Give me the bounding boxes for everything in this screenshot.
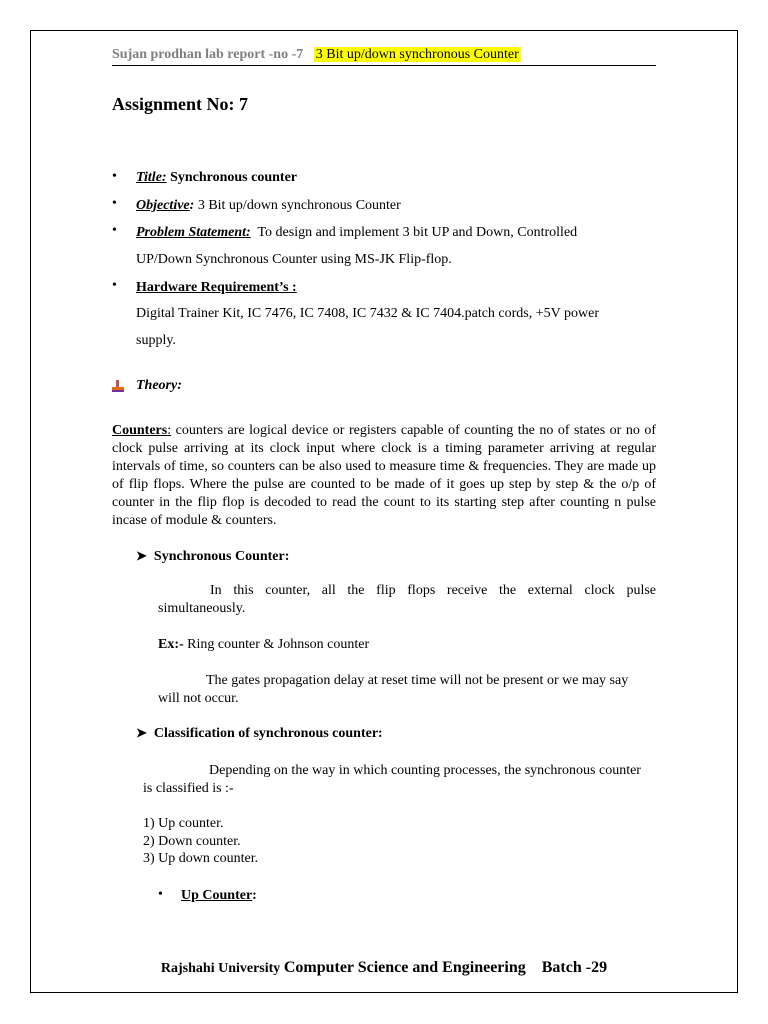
- theory-marker-icon: [111, 379, 125, 393]
- hardware-line1: Digital Trainer Kit, IC 7476, IC 7408, IC 7432 & IC 7404.patch cords, +5V power: [136, 306, 599, 321]
- sync-heading-row: [136, 546, 289, 567]
- objective-value: 3 Bit up/down synchronous Counter: [197, 198, 401, 213]
- ex-label: Ex:-: [158, 637, 184, 652]
- page-header: [112, 45, 656, 66]
- footer-department: Computer Science and Engineering: [283, 959, 526, 976]
- assignment-title: Assignment No: 7: [112, 94, 249, 114]
- hardware-bullet: [136, 278, 297, 298]
- ex-text: Ring counter & Johnson counter: [183, 637, 370, 652]
- problem-label: Problem Statement:: [136, 225, 251, 240]
- counters-paragraph: [112, 422, 656, 530]
- up-counter-label: Up Counter: [181, 888, 253, 903]
- footer-university: Rajshahi University: [160, 961, 284, 976]
- bullet-dot: •: [112, 278, 117, 293]
- sync-delay: The gates propagation delay at reset time will not be present or we may say will not occur.: [158, 673, 629, 706]
- bullet-dot: •: [158, 887, 163, 902]
- title-value: Synchronous counter: [170, 170, 298, 185]
- hardware-label: Hardware Requirement’s :: [136, 280, 297, 295]
- list-item: 3) Up down counter.: [143, 851, 259, 866]
- objective-label: Objective: [136, 198, 190, 213]
- list-item: 2) Down counter.: [143, 833, 241, 849]
- up-counter-colon: :: [252, 888, 257, 903]
- classification-heading: Classification of synchronous counter:: [153, 726, 383, 741]
- arrow-bullet-icon: ➤: [136, 725, 147, 740]
- problem-line2: UP/Down Synchronous Counter using MS-JK Flip-flop.: [136, 252, 452, 267]
- classification-list: [143, 815, 258, 868]
- up-counter-row: [181, 886, 257, 906]
- classification-paragraph: Depending on the way in which counting processes, the synchronous counter is classified is :-: [143, 763, 641, 796]
- page-footer: [0, 959, 768, 977]
- header-author: Sujan prodhan lab report -no -7: [112, 47, 304, 62]
- problem-line1: To design and implement 3 bit UP and Down, Controlled: [257, 225, 578, 240]
- problem-bullet: [136, 223, 577, 243]
- counters-colon: :: [167, 423, 172, 438]
- header-highlight: 3 Bit up/down synchronous Counter: [315, 47, 519, 62]
- bullet-dot: •: [112, 196, 117, 211]
- objective-colon: :: [189, 198, 195, 213]
- title-bullet: [136, 168, 297, 188]
- theory-heading: Theory:: [136, 378, 182, 393]
- sync-example: [158, 635, 369, 655]
- title-label: Title:: [136, 170, 167, 185]
- bullet-dot: •: [112, 169, 117, 184]
- arrow-bullet-icon: ➤: [136, 548, 147, 563]
- classification-heading-row: [136, 723, 383, 744]
- counters-term: Counters: [112, 423, 168, 438]
- list-item: 1) Up counter.: [143, 816, 224, 831]
- hardware-line2: supply.: [136, 333, 176, 348]
- bullet-dot: •: [112, 223, 117, 238]
- counters-text: counters are logical device or registers capable of counting the no of states or no of clock pulse arriving at its clock input where clock is a timing parameter arriving at regular intervals of time, so counters can be also used to measure time & frequencies. They are made up of flip flops. Where the pulse are counted to be made of it goes up step by step & the o/p of counter in the flip flop is decoded to read the count to its starting step after counting n pulse incase of module & counters.: [112, 423, 656, 528]
- footer-batch: Batch -29: [525, 959, 608, 976]
- sync-heading: Synchronous Counter:: [153, 549, 290, 564]
- objective-bullet: [136, 196, 401, 216]
- sync-paragraph: In this counter, all the flip flops receive the external clock pulse simultaneously.: [158, 583, 656, 616]
